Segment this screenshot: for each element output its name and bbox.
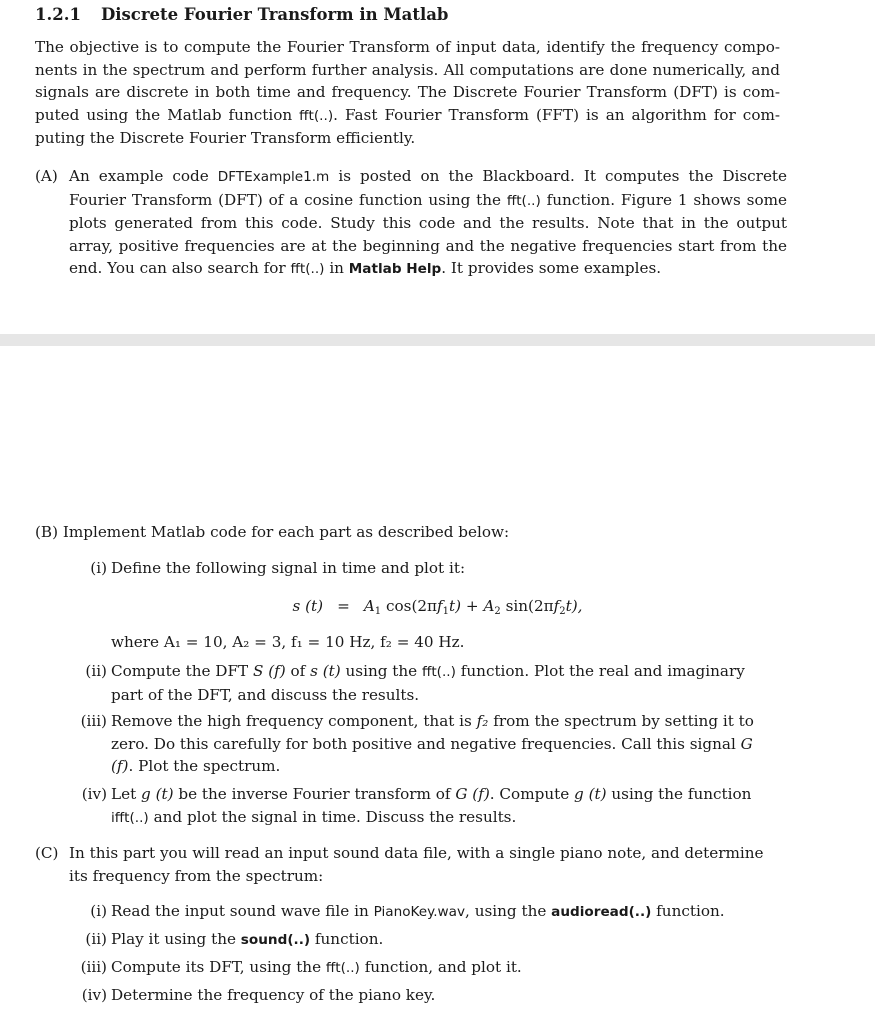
section-heading [35,4,448,27]
part-b-text: Implement Matlab code for each part as described below: [62,523,510,541]
part-a-label: (A) [35,167,58,185]
part-c-item-ii: (ii) Play it using the sound(..) function. [85,930,384,948]
equation-parameters: where A₁ = 10, A₂ = 3, f₁ = 10 Hz, f₂ = 40 Hz. [111,633,465,651]
part-c-item-i: (i) Read the input sound wave file in PianoKey.wav, using the audioread(..) function. [90,902,725,920]
part-a-text: An example code DFTExample1.m is posted on the Blackboard. It computes the Discrete Fourier Transform (DFT) of a cosine function using the fft(..) function. Figure 1 shows some plots generated from this code. Study this code and the results. Note that in the output array, positive frequencies are at the beginning and the negative frequencies start from the end. You can also search for fft(..) in Matlab Help. It provides some examples. [69,167,788,277]
part-b [35,521,509,544]
part-c-item-iii: (iii) Compute its DFT, using the fft(..) function, and plot it. [80,958,522,976]
part-c-label: (C) [35,844,59,862]
fft-code: fft(..) [299,107,334,124]
piano-file-name: PianoKey.wav [373,904,466,920]
part-c-item-iv: (iv) Determine the frequency of the piano key. [81,986,436,1004]
page-divider [0,334,875,346]
part-c-text: In this part you will read an input sound data file, with a single piano note, and determine its frequency from the spectrum: [69,844,764,885]
part-a [35,165,787,281]
part-c [35,842,775,887]
part-b-item-ii: (ii) Compute the DFT S (f) of s (t) using the fft(..) function. Plot the real and imaginary part of the DFT, and discuss the results. [85,662,745,704]
part-b-item-iii: (iii) Remove the high frequency component, that is f₂ from the spectrum by setting it to zero. Do this carefully for both positive and negative frequencies. Call this signal G (f). Plot the spectrum. [80,712,754,775]
matlab-help-text: Matlab Help [348,261,442,277]
section-title: Discrete Fourier Transform in Matlab [100,5,449,24]
example-file-name: DFTExample1.m [217,169,330,185]
part-b-item-iv: (iv) Let g (t) be the inverse Fourier transform of G (f). Compute g (t) using the function ifft(..) and plot the signal in time. Discuss the results. [81,785,752,826]
section-number: 1.2.1 [35,5,81,24]
part-b-item-i: (i) Define the following signal in time and plot it: [90,559,466,577]
signal-equation: s $(t) = A_1$ $\cos(2\pi f_1t) + A_2$ $\sin(2\pi f_2t)$, [292,597,583,617]
part-b-label: (B) [35,523,59,541]
intro-paragraph: The objective is to compute the Fourier Transform of input data, identify the frequency compo-nents in the spectrum and perform further analysis. All computations are done numerically, and signals are discrete in both time and frequency. The Discrete Fourier Transform (DFT) is com-puted using the Matlab function fft(..). Fast Fourier Transform (FFT) is an algorithm for com-puting the Discrete Fourier Transform efficiently. [35,38,780,147]
